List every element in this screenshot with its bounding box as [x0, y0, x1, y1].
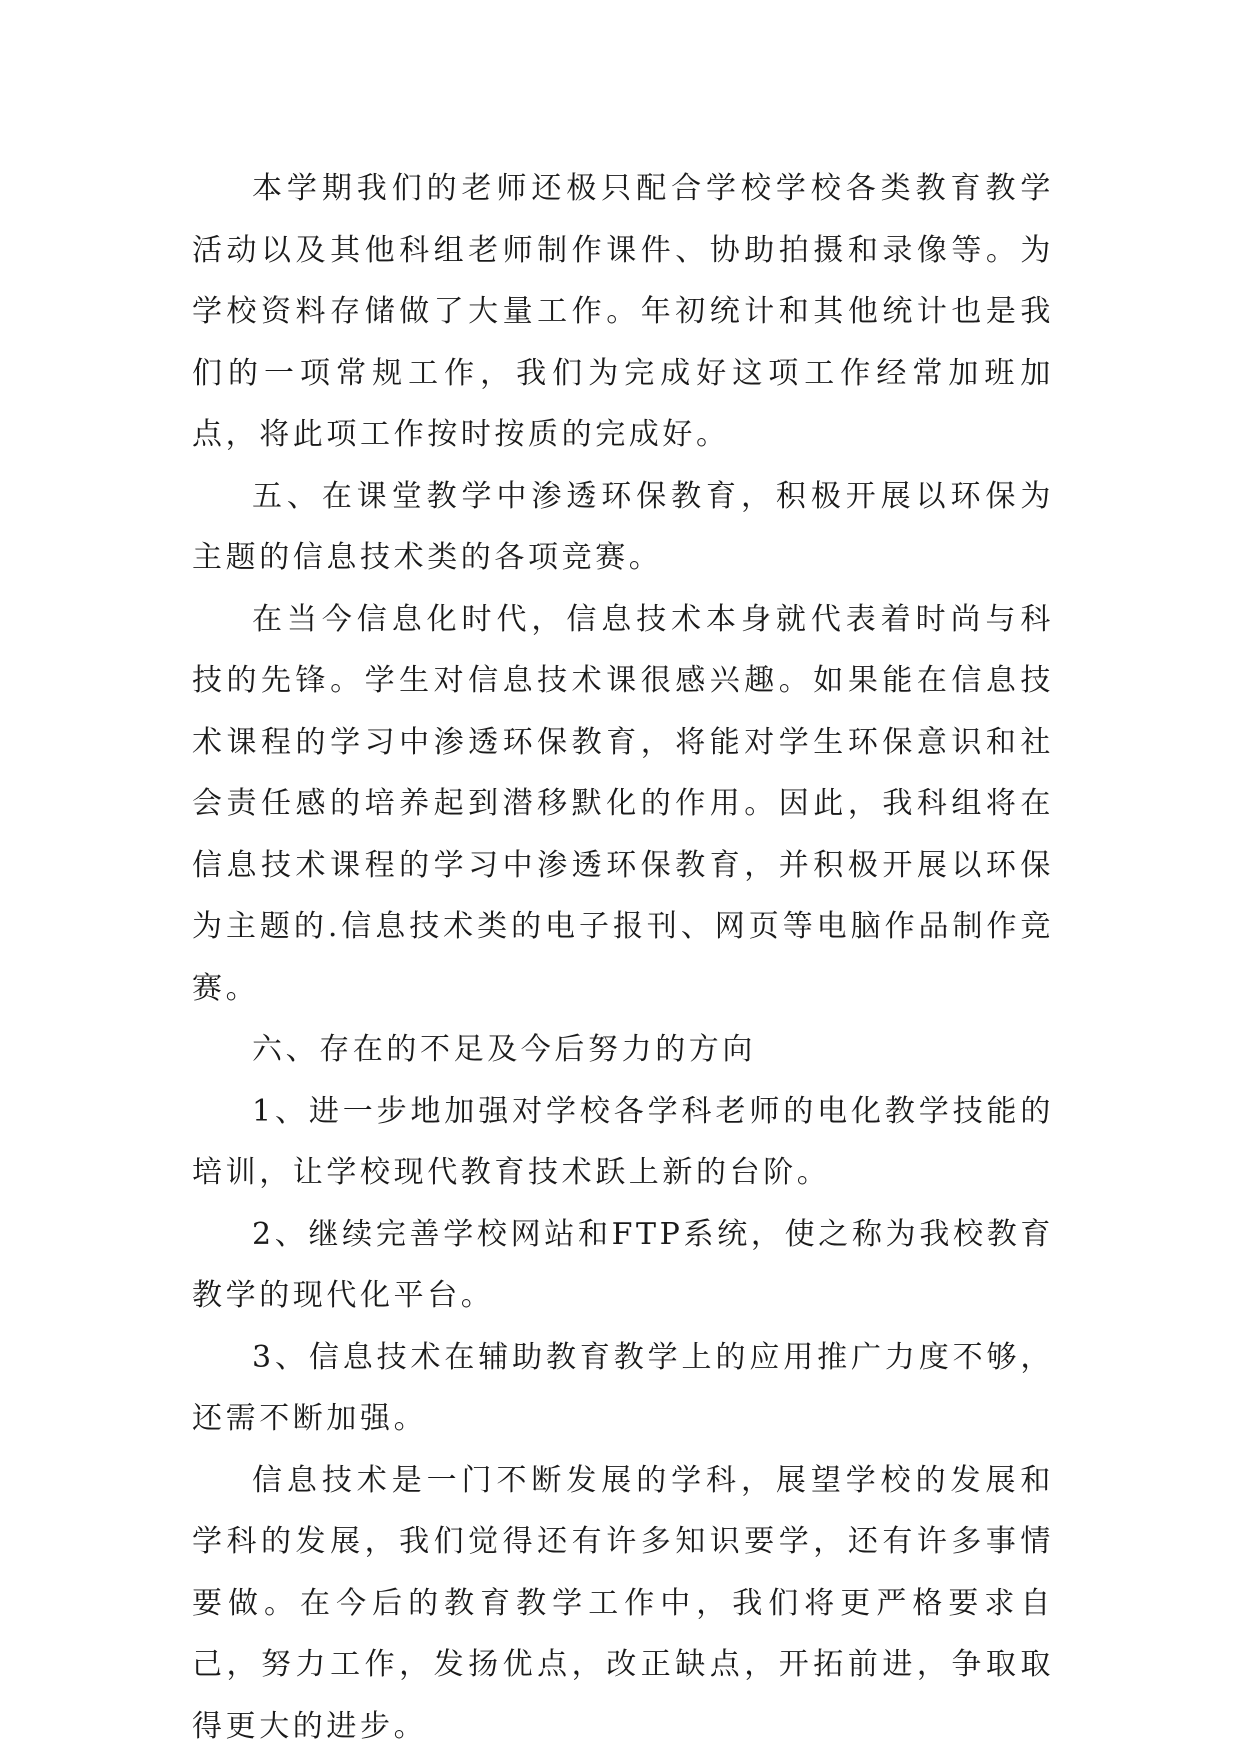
- list-item-1: 1、进一步地加强对学校各学科老师的电化教学技能的培训，让学校现代教育技术跃上新的台阶。: [192, 1081, 1054, 1204]
- list-item-3: 3、信息技术在辅助教育教学上的应用推广力度不够，还需不断加强。: [192, 1327, 1054, 1450]
- document-page: [192, 158, 1054, 1757]
- paragraph-conclusion: 信息技术是一门不断发展的学科，展望学校的发展和学科的发展，我们觉得还有许多知识要学，还有许多事情要做。在今后的教育教学工作中，我们将更严格要求自己，努力工作，发扬优点，改正缺点，开拓前进，争取取得更大的进步。: [192, 1450, 1054, 1757]
- heading-section-six: 六、存在的不足及今后努力的方向: [192, 1019, 1054, 1081]
- paragraph-environmental-education: 在当今信息化时代，信息技术本身就代表着时尚与科技的先锋。学生对信息技术课很感兴趣。如果能在信息技术课程的学习中渗透环保教育，将能对学生环保意识和社会责任感的培养起到潜移默化的作用。因此，我科组将在信息技术课程的学习中渗透环保教育，并积极开展以环保为主题的.信息技术类的电子报刊、网页等电脑作品制作竞赛。: [192, 589, 1054, 1020]
- list-item-2: 2、继续完善学校网站和FTP系统，使之称为我校教育教学的现代化平台。: [192, 1204, 1054, 1327]
- heading-section-five: 五、在课堂教学中渗透环保教育，积极开展以环保为主题的信息技术类的各项竞赛。: [192, 466, 1054, 589]
- paragraph-activities: 本学期我们的老师还极只配合学校学校各类教育教学活动以及其他科组老师制作课件、协助拍摄和录像等。为学校资料存储做了大量工作。年初统计和其他统计也是我们的一项常规工作，我们为完成好这项工作经常加班加点，将此项工作按时按质的完成好。: [192, 158, 1054, 466]
